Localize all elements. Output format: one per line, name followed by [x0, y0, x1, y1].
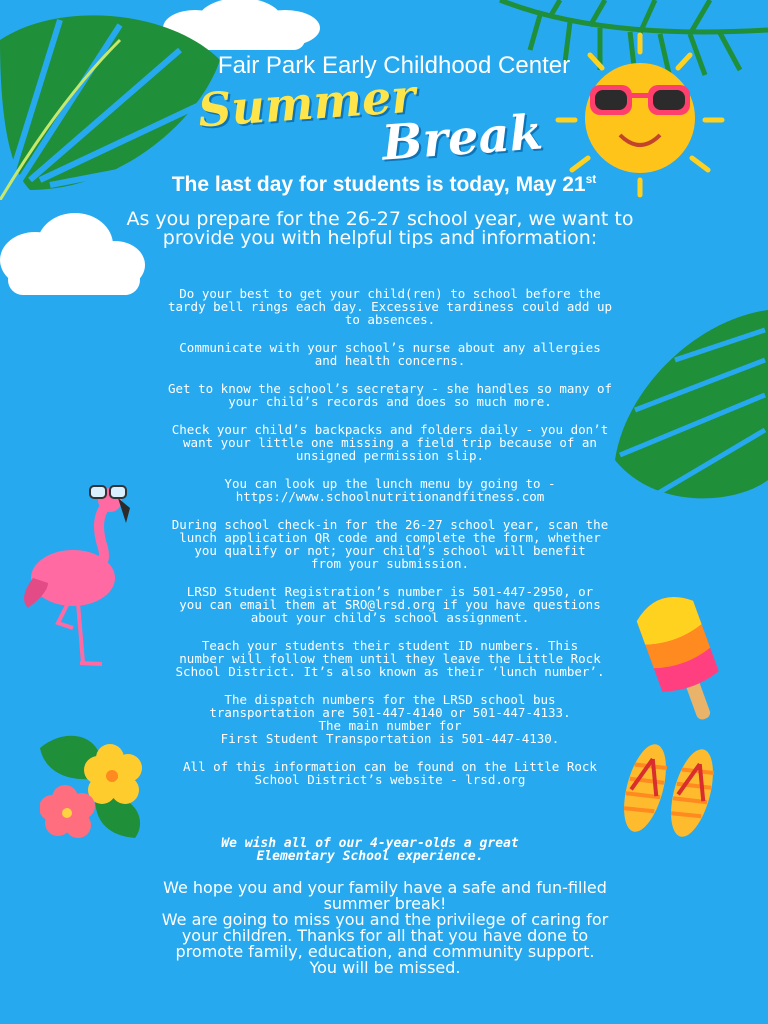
school-name: Fair Park Early Childhood Center: [217, 52, 571, 79]
last-day-suffix: st: [585, 172, 597, 186]
tip-item: All of this information can be found on the Little Rock School District’s website - lrsd.org: [183, 759, 597, 787]
tips-list: [130, 287, 650, 801]
tip-item: Communicate with your school’s nurse about any allergies and health concerns.: [179, 340, 601, 368]
last-day-text: The last day for students is today, May 21: [171, 173, 586, 196]
intro-text: As you prepare for the 26-27 school year, we want to provide you with helpful tips and information:: [126, 208, 634, 249]
title-break: Break: [380, 104, 545, 172]
last-day-announcement: [0, 172, 768, 197]
tip-item: Get to know the school’s secretary - she handles so many of your child’s records and does so much more.: [167, 381, 612, 409]
title-summer: Summer: [196, 68, 418, 138]
tip-item: Do your best to get your child(ren) to school before the tardy bell rings each day. Excessive tardiness could add up to absences.: [167, 286, 612, 327]
tip-item: Check your child’s backpacks and folders daily - you don’t want your little one missing a field trip because of an unsigned permission slip.: [171, 422, 609, 463]
tip-item: During school check-in for the 26-27 school year, scan the lunch application QR code and complete the form, whether you qualify or not; your child’s school will benefit from your submission.: [171, 517, 609, 571]
wish-message: We wish all of our 4-year-olds a great Elementary School experience.: [221, 836, 519, 864]
tip-item: LRSD Student Registration’s number is 501-447-2950, or you can email them at SRO@lrsd.org if you have questions about your child’s school assignment.: [179, 584, 601, 625]
tip-item: The dispatch numbers for the LRSD school bus transportation are 501-447-4140 or 501-447-4133. The main number for First Student Transportation is 501-447-4130.: [209, 692, 571, 746]
tip-item: Teach your students their student ID numbers. This number will follow them until they leave the Little Rock School District. It’s also known as their ‘lunch number’.: [175, 638, 605, 679]
palm-leaf-icon: [0, 0, 230, 200]
tip-item: You can look up the lunch menu by going to - https://www.schoolnutritionandfitness.com: [224, 476, 556, 504]
flamingo-icon: [18, 478, 136, 673]
closing-message: We hope you and your family have a safe and fun-filled summer break! We are going to miss you and the privilege of caring for your children. Thanks for all that you have done to promote family, education, and community support. You will be missed.: [161, 878, 609, 977]
